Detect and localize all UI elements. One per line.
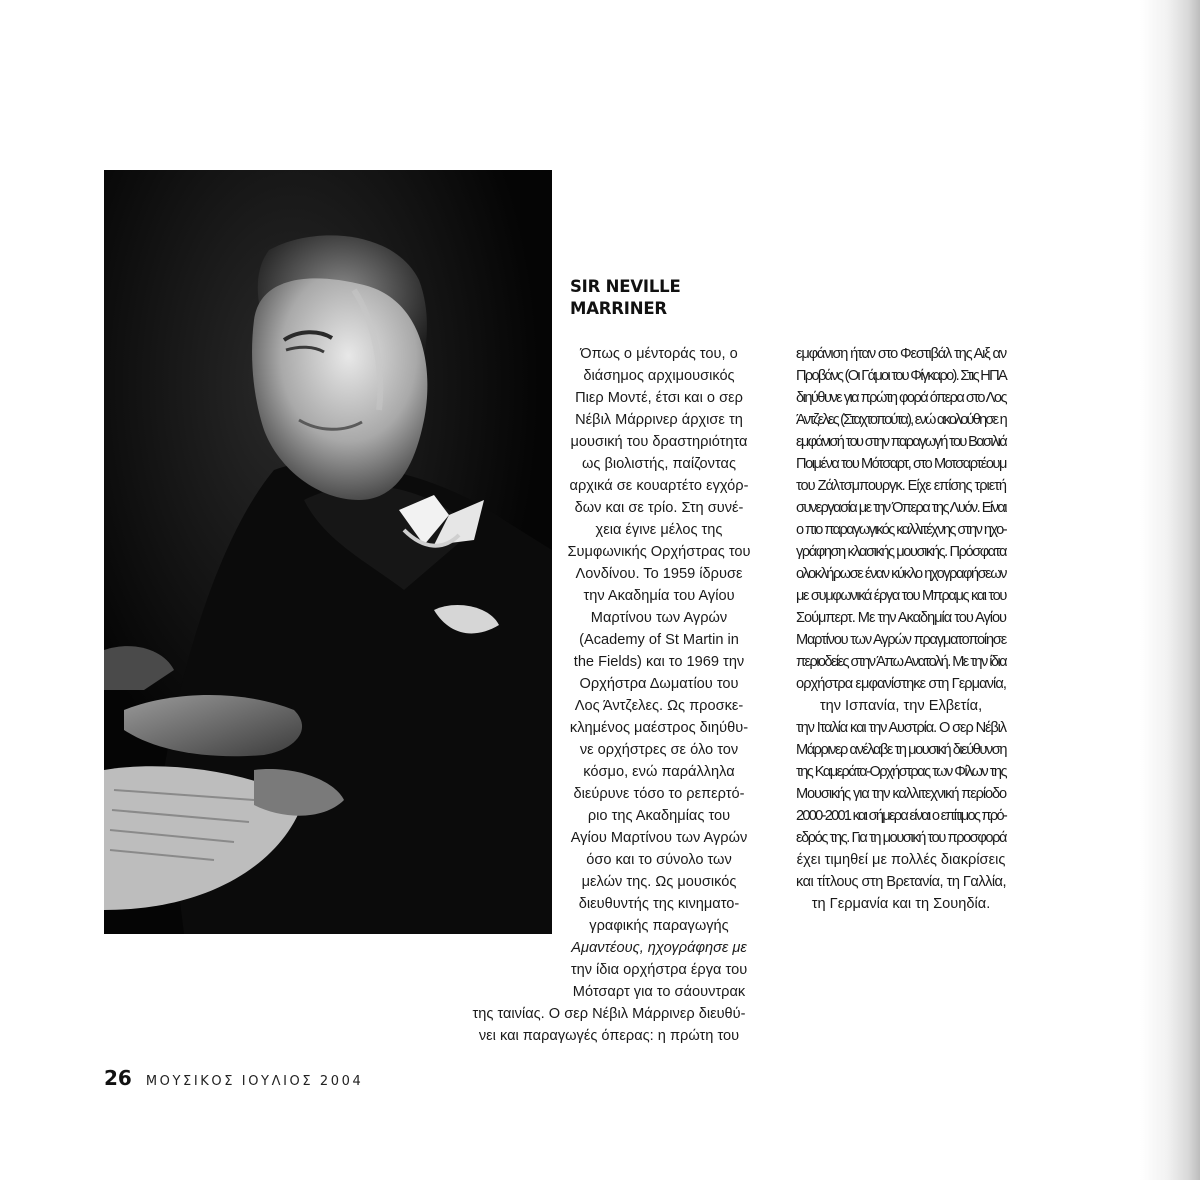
column-2-line: εμφάνιση ήταν στο Φεστιβάλ της Αιξ αν [796,346,1006,362]
article-title [570,276,681,320]
column-1-line: Νέβιλ Μάρρινερ άρχισε τη [575,412,743,428]
page-footer [104,1066,363,1090]
column-1-line: Λος Άντζελες. Ως προσκε- [574,698,744,714]
column-2-line: 2000-2001 και σήμερα είναι ο επίτιμος πρό- [796,808,1006,824]
column-1-line: (Academy of St Martin in [579,632,739,648]
column-2-line: την Ισπανία, την Ελβετία, [819,698,983,714]
column-1-line: κόσμο, ενώ παράλληλα [583,764,735,780]
column-1-line: διάσημος αρχιμουσικός [583,368,735,384]
column-2-line: γράφηση κλασικής μουσικής. Πρόσφατα [796,544,1006,560]
conductor-portrait-photo [104,170,552,934]
column-2-line: Προβάνς (Οι Γάμοι του Φίγκαρο). Στις ΗΠΑ [796,368,1006,384]
column-1-line: Λονδίνου. Το 1959 ίδρυσε [575,566,743,582]
page-number: 26 [104,1066,132,1090]
column-2-line: την Ιταλία και την Αυστρία. Ο σερ Νέβιλ [796,720,1006,736]
column-1-line: νει και παραγωγές όπερας: η πρώτη του [478,1028,740,1044]
column-2-line: έχει τιμηθεί με πολλές διακρίσεις [796,852,1006,868]
column-1-line: μουσική του δραστηριότητα [570,434,748,450]
column-2-line: με συμφωνικά έργα του Μπραμς και του [796,588,1006,604]
column-1-line: Μαρτίνου των Αγρών [590,610,728,626]
column-1-line: την ίδια ορχήστρα έργα του [570,962,748,978]
column-1-line: Αμαντέους, ηχογράφησε με [571,940,747,956]
page-gutter-shadow [1140,0,1200,1180]
column-1-line: αρχικά σε κουαρτέτο εγχόρ- [569,478,749,494]
column-1-line: κλημένος μαέστρος διηύθυ- [569,720,749,736]
column-1-line: Αγίου Μαρτίνου των Αγρών [570,830,748,846]
column-1-line: Συμφωνικής Ορχήστρας του [567,544,751,560]
column-1-line: ως βιολιστής, παίζοντας [582,456,736,472]
column-1-line: Όπως ο μέντοράς του, ο [580,346,738,362]
column-1-line: ριο της Ακαδημίας του [587,808,731,824]
column-2-line: και τίτλους στη Βρετανία, τη Γαλλία, [796,874,1006,890]
column-2-line: εδρός της. Για τη μουσική του προσφορά [796,830,1006,846]
column-1-line: Ορχήστρα Δωματίου του [579,676,739,692]
column-2-line: τη Γερμανία και τη Σουηδία. [811,896,991,912]
column-2-line: διηύθυνε για πρώτη φορά όπερα στο Λος [796,390,1006,406]
column-2-line: ολοκλήρωσε έναν κύκλο ηχογραφήσεων [796,566,1006,582]
column-1-line: διεύρυνε τόσο το ρεπερτό- [573,786,745,802]
column-1-line: the Fields) και το 1969 την [573,654,745,670]
column-1-line: δων και σε τρίο. Στη συνέ- [574,500,744,516]
column-1-line: γραφικής παραγωγής [589,918,729,934]
column-2-line: περιοδείες στην Άπω Ανατολή. Με την ίδια [796,654,1006,670]
column-1-line: μελών της. Ως μουσικός [581,874,737,890]
magazine-issue: ΜΟΥΣΙΚΟΣ ΙΟΥΛΙΟΣ 2004 [145,1074,364,1089]
column-1-line: Πιερ Μοντέ, έτσι και ο σερ [575,390,743,406]
column-2-line: εμφάνισή του στην παραγωγή του Βασιλιά [796,434,1006,450]
article-title-line: MARRINER [570,299,667,318]
column-2-line: Άντζελες (Σταχτοπούτα), ενώ ακολούθησε η [796,412,1006,428]
column-1-line: νε ορχήστρες σε όλο τον [579,742,739,758]
column-2-line: συνεργασία με την Όπερα της Λυόν. Είναι [796,500,1006,516]
column-1-line: διευθυντής της κινηματο- [578,896,740,912]
column-1-line: της ταινίας. Ο σερ Νέβιλ Μάρρινερ διευθύ- [472,1006,746,1022]
column-2-line: ο πιο παραγωγικός καλλιτέχνης στην ηχο- [796,522,1006,538]
article-title-line: SIR NEVILLE [570,277,681,296]
column-2-line: ορχήστρα εμφανίστηκε στη Γερμανία, [796,676,1006,692]
column-1-line: όσο και το σύνολο των [586,852,732,868]
column-2-line: Ποιμένα του Μότσαρτ, στο Μοτσαρτέουμ [796,456,1006,472]
column-2-line: του Ζάλτσμπουργκ. Είχε επίσης τριετή [796,478,1006,494]
column-2-line: Σούμπερτ. Με την Ακαδημία του Αγίου [796,610,1006,626]
column-2-line: Μάρρινερ ανέλαβε τη μουσική διεύθυνση [796,742,1006,758]
column-2-line: Μουσικής για την καλλιτεχνική περίοδο [796,786,1006,802]
column-1-line: την Ακαδημία του Αγίου [583,588,735,604]
column-2-line: της Καμεράτα-Ορχήστρας των Φίλων της [796,764,1006,780]
column-1-line: χεια έγινε μέλος της [595,522,723,538]
column-1-line: Μότσαρτ για το σάουντρακ [572,984,746,1000]
column-2-line: Μαρτίνου των Αγρών πραγματοποίησε [796,632,1006,648]
